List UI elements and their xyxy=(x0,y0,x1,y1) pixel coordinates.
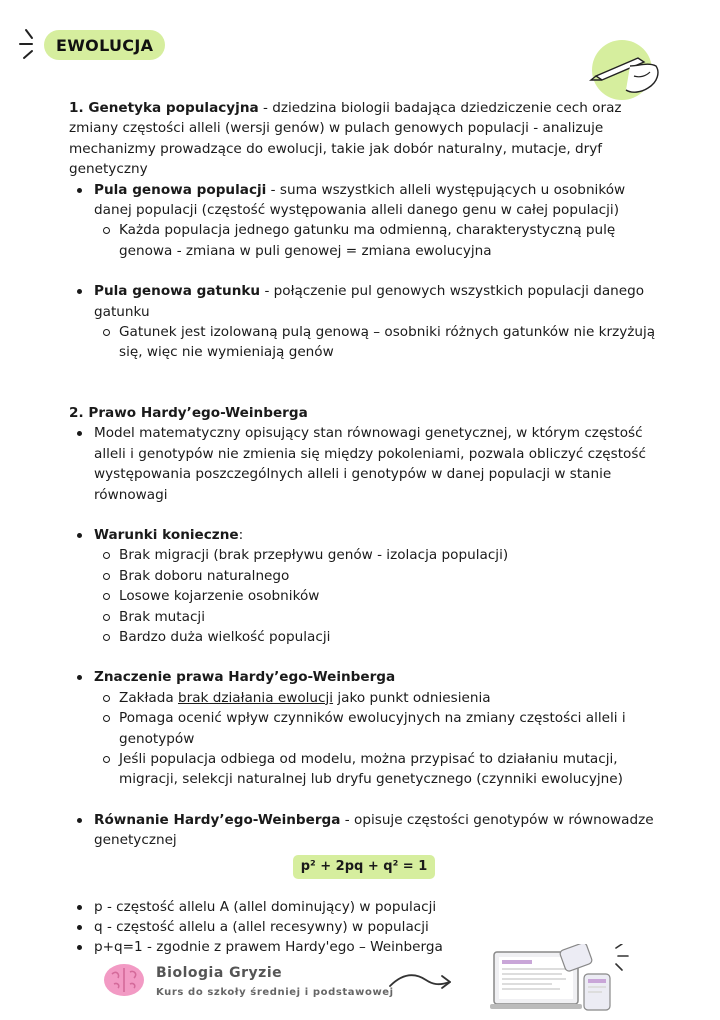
pool-species-term: Pula genowa gatunku xyxy=(94,283,261,300)
equation-term: Równanie Hardy’ego-Weinberga xyxy=(94,811,341,828)
section1-intro: - dziedzina biologii badająca dziedziczenie cech oraz zmiany częstości alleli (wersji genów) w pulach genowych populacji - analizuje mechanizmy prowadzące do ewolucji, takie jak dobór naturalny, mutacje, dryf genetyczny xyxy=(69,100,622,178)
brain-logo-icon xyxy=(100,960,148,1000)
conditions-item: Warunki konieczne: Brak migracji (brak przepływu genów - izolacja populacji) Brak doboru naturalnego Losowe kojarzenie osobników Brak mutacji Bardzo duża wielkość populacji xyxy=(69,525,659,647)
document-body xyxy=(69,98,659,958)
condition-item: Losowe kojarzenie osobników xyxy=(94,586,659,606)
hardy-weinberg-equation: p² + 2pq + q² = 1 xyxy=(293,855,436,879)
condition-item: Brak mutacji xyxy=(94,607,659,627)
significance-sub-item: Jeśli populacja odbiega od modelu, można przypisać to działaniu mutacji, migracji, selekcji naturalnej lub dryfu genetycznego (czynniki ewolucyjne) xyxy=(94,749,659,790)
pool-population-term: Pula genowa populacji xyxy=(94,181,267,198)
hand-writing-icon xyxy=(586,36,666,106)
pool-population-text: - suma wszystkich alleli występujących u osobników danej populacji (częstość występowania alleli danego genu w całej populacji) xyxy=(94,181,626,219)
section1-list xyxy=(69,180,659,262)
section1-title: 1. Genetyka populacyjna xyxy=(69,100,259,116)
list-item xyxy=(69,281,659,363)
sub-list-item: Każda populacja jednego gatunku ma odmienną, charakterystyczną pulę genowa - zmiana w puli genowej = zmiana ewolucyjna xyxy=(94,220,659,261)
significance-sub-item: Zakłada brak działania ewolucji jako punkt odniesienia xyxy=(94,688,659,708)
condition-item: Brak migracji (brak przepływu genów - izolacja populacji) xyxy=(94,545,659,565)
significance-sub-item: Pomaga ocenić wpływ czynników ewolucyjnych na zmiany częstości alleli i genotypów xyxy=(94,708,659,749)
section1-paragraph xyxy=(69,98,659,180)
hw-model-item: Model matematyczny opisujący stan równowagi genetycznej, w którym częstość alleli i genotypów nie zmienia się między pokoleniami, pozwala obliczyć częstość występowania poszczególnych alleli i genotypów w danej populacji w stanie równowagi xyxy=(69,423,659,505)
underlined-phrase: brak działania ewolucji xyxy=(178,689,334,706)
brand-tagline: Kurs do szkoły średniej i podstawowej xyxy=(156,987,394,998)
significance-item xyxy=(69,667,659,789)
condition-item: Brak doboru naturalnego xyxy=(94,566,659,586)
brand-name: Biologia Gryzie xyxy=(156,965,283,981)
sub-list-item: Gatunek jest izolowaną pulą genową – osobniki różnych gatunków nie krzyżują się, więc nie wymieniają genów xyxy=(94,322,659,363)
conditions-term: Warunki konieczne xyxy=(94,526,239,543)
section2-title: 2. Prawo Hardy’ego-Weinberga xyxy=(69,404,308,421)
sparkle-lines-icon xyxy=(18,26,44,62)
curved-arrow-icon xyxy=(386,968,458,998)
condition-item: Bardzo duża wielkość populacji xyxy=(94,627,659,647)
definition-item: p - częstość allelu A (allel dominujący) w populacji xyxy=(69,897,659,917)
section-tag: EWOLUCJA xyxy=(44,30,165,60)
significance-term: Znaczenie prawa Hardy’ego-Weinberga xyxy=(94,669,396,686)
list-item xyxy=(69,180,659,262)
pool-species-text: - połączenie pul genowych wszystkich populacji danego gatunku xyxy=(94,283,645,320)
laptop-phone-devices-icon xyxy=(490,944,640,1016)
equation-item: Równanie Hardy’ego-Weinberga - opisuje częstości genotypów w równowadze genetycznej xyxy=(69,810,659,851)
definition-item: p+q=1 - zgodnie z prawem Hardy'ego – Weinberga xyxy=(69,937,659,957)
definition-item: q - częstość allelu a (allel recesywny) w populacji xyxy=(69,917,659,937)
